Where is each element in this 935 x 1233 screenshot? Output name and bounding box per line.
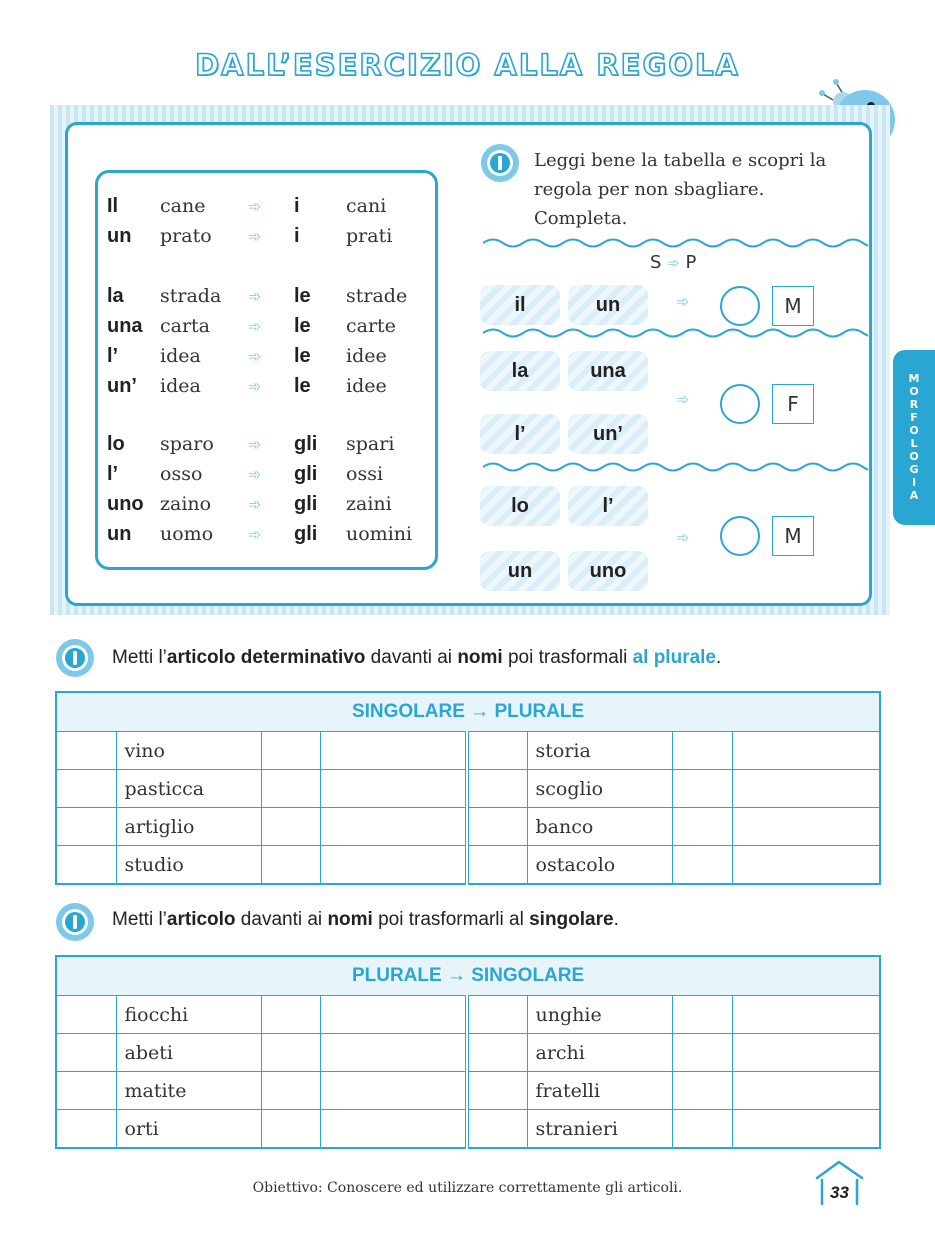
- sp-label: [650, 252, 696, 273]
- noun-cell: abeti: [116, 1034, 261, 1072]
- article-input[interactable]: [261, 996, 320, 1034]
- side-tab-letter: O: [909, 424, 919, 437]
- article-tag: il: [480, 285, 560, 325]
- plural-noun: carte: [346, 315, 396, 337]
- arrow-icon: ➾: [248, 435, 262, 454]
- transformed-noun-input[interactable]: [320, 1110, 467, 1149]
- footer-objective: Obiettivo: Conoscere ed utilizzare correttamente gli articoli.: [252, 1180, 683, 1196]
- transformed-noun-input[interactable]: [732, 1072, 880, 1110]
- noun-cell: fiocchi: [116, 996, 261, 1034]
- transformed-noun-input[interactable]: [320, 808, 467, 846]
- transformed-noun-input[interactable]: [320, 846, 467, 885]
- table-row: [56, 846, 880, 885]
- sun-icon: [55, 638, 95, 678]
- article-input[interactable]: [56, 996, 116, 1034]
- article-input[interactable]: [467, 1034, 527, 1072]
- arrow-icon: ➾: [248, 495, 262, 514]
- plural-article: i: [294, 195, 300, 217]
- sp-s: S: [650, 252, 662, 273]
- plural-noun: idee: [346, 345, 387, 367]
- article-input[interactable]: [261, 770, 320, 808]
- table-header: PLURALE → SINGOLARE: [56, 956, 880, 996]
- singular-noun: cane: [160, 195, 206, 217]
- transformed-noun-input[interactable]: [320, 770, 467, 808]
- article-input[interactable]: [672, 808, 732, 846]
- table-row: [56, 1072, 880, 1110]
- singular-noun: osso: [160, 463, 203, 485]
- plural-article: gli: [294, 433, 318, 455]
- article-tag: un: [480, 551, 560, 591]
- table-row: [56, 770, 880, 808]
- article-input[interactable]: [56, 770, 116, 808]
- article-tag: l’: [480, 414, 560, 454]
- sp-p: P: [685, 252, 697, 273]
- article-tag: un: [568, 285, 648, 325]
- page-title: DALL’ESERCIZIO ALLA REGOLA: [195, 48, 740, 82]
- gender-box: F: [772, 384, 814, 424]
- transformed-noun-input[interactable]: [320, 732, 467, 770]
- plural-singular-table: [55, 955, 881, 1149]
- noun-cell: ostacolo: [527, 846, 672, 885]
- article-input[interactable]: [261, 1072, 320, 1110]
- wave-divider: [483, 460, 868, 474]
- gender-box: M: [772, 286, 814, 326]
- singular-article: l’: [107, 345, 119, 367]
- singular-article: lo: [107, 433, 125, 455]
- ex1-text: davanti ai: [365, 647, 458, 668]
- article-tag: la: [480, 351, 560, 391]
- ex2-text: poi trasformarli al: [372, 909, 530, 930]
- noun-cell: archi: [527, 1034, 672, 1072]
- arrow-icon: ➾: [248, 525, 262, 544]
- article-input[interactable]: [56, 1072, 116, 1110]
- article-input[interactable]: [56, 732, 116, 770]
- plural-noun: strade: [346, 285, 408, 307]
- singular-noun: carta: [160, 315, 211, 337]
- singular-article: una: [107, 315, 143, 337]
- article-input[interactable]: [467, 808, 527, 846]
- sun-icon: [480, 143, 520, 183]
- transformed-noun-input[interactable]: [732, 770, 880, 808]
- plural-article: le: [294, 315, 311, 337]
- transformed-noun-input[interactable]: [732, 996, 880, 1034]
- singular-article: un: [107, 225, 132, 247]
- noun-cell: orti: [116, 1110, 261, 1149]
- ex1-bold: nomi: [457, 647, 503, 668]
- exercise-2-instruction: [112, 909, 619, 931]
- ex2-bold: articolo: [166, 909, 236, 930]
- answer-circle[interactable]: [720, 384, 760, 424]
- article-input[interactable]: [672, 1034, 732, 1072]
- ex2-bold: singolare: [529, 909, 614, 930]
- article-input[interactable]: [672, 996, 732, 1034]
- article-input[interactable]: [56, 846, 116, 885]
- arrow-icon: ➾: [248, 377, 262, 396]
- article-input[interactable]: [672, 1110, 732, 1149]
- arrow-icon: ➾: [248, 317, 262, 336]
- article-input[interactable]: [56, 1034, 116, 1072]
- plural-noun: cani: [346, 195, 387, 217]
- transformed-noun-input[interactable]: [320, 1072, 467, 1110]
- side-tab-letter: M: [908, 372, 920, 385]
- article-input[interactable]: [672, 846, 732, 885]
- arrow-icon: ➾: [248, 287, 262, 306]
- article-input[interactable]: [261, 732, 320, 770]
- table-row: [56, 1110, 880, 1149]
- singular-article: Il: [107, 195, 119, 217]
- gender-box: M: [772, 516, 814, 556]
- arrow-icon: ➾: [248, 347, 262, 366]
- ex2-text: .: [613, 909, 619, 930]
- answer-circle[interactable]: [720, 516, 760, 556]
- article-input[interactable]: [672, 770, 732, 808]
- side-tab-letter: R: [909, 398, 919, 411]
- plural-article: le: [294, 345, 311, 367]
- article-input[interactable]: [261, 808, 320, 846]
- page-number: 33: [830, 1183, 849, 1202]
- singular-article: uno: [107, 493, 144, 515]
- singular-noun: uomo: [160, 523, 214, 545]
- transformed-noun-input[interactable]: [732, 732, 880, 770]
- article-input[interactable]: [56, 808, 116, 846]
- transformed-noun-input[interactable]: [320, 996, 467, 1034]
- singular-noun: idea: [160, 345, 201, 367]
- plural-noun: uomini: [346, 523, 413, 545]
- arrow-icon: ➾: [248, 465, 262, 484]
- article-input[interactable]: [467, 846, 527, 885]
- article-input[interactable]: [467, 1110, 527, 1149]
- article-input[interactable]: [467, 1072, 527, 1110]
- article-tag: lo: [480, 486, 560, 526]
- table-row: [56, 732, 880, 770]
- singular-noun: prato: [160, 225, 212, 247]
- transformed-noun-input[interactable]: [732, 808, 880, 846]
- answer-circle[interactable]: [720, 286, 760, 326]
- singular-noun: strada: [160, 285, 222, 307]
- article-input[interactable]: [672, 732, 732, 770]
- article-input[interactable]: [56, 1110, 116, 1149]
- arrow-icon: ➾: [667, 254, 680, 272]
- side-tab-label: [901, 372, 927, 502]
- ex1-text: Metti l’: [112, 647, 167, 668]
- plural-article: gli: [294, 493, 318, 515]
- arrow-icon: ➾: [676, 528, 690, 547]
- singular-article: la: [107, 285, 124, 307]
- noun-cell: scoglio: [527, 770, 672, 808]
- side-tab-letter: O: [909, 450, 919, 463]
- arrow-icon: ➾: [248, 227, 262, 246]
- transformed-noun-input[interactable]: [732, 846, 880, 885]
- article-input[interactable]: [672, 1072, 732, 1110]
- singular-noun: sparo: [160, 433, 214, 455]
- table-header: SINGOLARE → PLURALE: [56, 692, 880, 732]
- plural-article: gli: [294, 463, 318, 485]
- side-tab-letter: I: [911, 476, 917, 489]
- article-input[interactable]: [261, 1034, 320, 1072]
- article-tag: uno: [568, 551, 648, 591]
- exercise-1-instruction: [112, 647, 721, 669]
- sun-icon: [55, 902, 95, 942]
- article-input[interactable]: [261, 846, 320, 885]
- article-tag: l’: [568, 486, 648, 526]
- side-tab-letter: A: [909, 489, 919, 502]
- wave-divider: [483, 236, 868, 250]
- singular-article: un’: [107, 375, 137, 397]
- transformed-noun-input[interactable]: [732, 1034, 880, 1072]
- singular-noun: zaino: [160, 493, 212, 515]
- plural-article: i: [294, 225, 300, 247]
- article-input[interactable]: [467, 770, 527, 808]
- singular-article: l’: [107, 463, 119, 485]
- noun-cell: storia: [527, 732, 672, 770]
- ex2-bold: nomi: [327, 909, 373, 930]
- article-tag: una: [568, 351, 648, 391]
- ex2-text: davanti ai: [235, 909, 328, 930]
- noun-cell: stranieri: [527, 1110, 672, 1149]
- arrow-icon: ➾: [248, 197, 262, 216]
- noun-cell: fratelli: [527, 1072, 672, 1110]
- ex2-text: Metti l’: [112, 909, 167, 930]
- house-icon: [812, 1158, 867, 1206]
- singular-noun: idea: [160, 375, 201, 397]
- side-tab-letter: F: [910, 411, 918, 424]
- arrow-icon: ➾: [676, 292, 690, 311]
- noun-cell: artiglio: [116, 808, 261, 846]
- ex1-text: .: [716, 647, 722, 668]
- noun-cell: matite: [116, 1072, 261, 1110]
- singular-plural-table: [55, 691, 881, 885]
- ex1-text: poi trasformali: [502, 647, 633, 668]
- side-tab-morfologia[interactable]: [893, 350, 935, 525]
- noun-cell: pasticca: [116, 770, 261, 808]
- plural-noun: zaini: [346, 493, 392, 515]
- side-tab-letter: L: [910, 437, 918, 450]
- noun-cell: banco: [527, 808, 672, 846]
- singular-article: un: [107, 523, 132, 545]
- side-tab-letter: O: [909, 385, 919, 398]
- noun-cell: studio: [116, 846, 261, 885]
- arrow-icon: ➾: [676, 390, 690, 409]
- plural-noun: ossi: [346, 463, 384, 485]
- plural-noun: spari: [346, 433, 395, 455]
- plural-article: le: [294, 375, 311, 397]
- wave-divider: [483, 326, 868, 340]
- plural-article: gli: [294, 523, 318, 545]
- transformed-noun-input[interactable]: [320, 1034, 467, 1072]
- plural-noun: prati: [346, 225, 393, 247]
- plural-article: le: [294, 285, 311, 307]
- table-row: [56, 1034, 880, 1072]
- ex1-bold: articolo determinativo: [166, 647, 366, 668]
- article-tag: un’: [568, 414, 648, 454]
- noun-cell: vino: [116, 732, 261, 770]
- rule-instruction: Leggi bene la tabella e scopri la regola per non sbagliare. Completa.: [534, 150, 827, 229]
- ex1-blue: al plurale: [632, 647, 716, 668]
- noun-cell: unghie: [527, 996, 672, 1034]
- article-input[interactable]: [467, 732, 527, 770]
- plural-noun: idee: [346, 375, 387, 397]
- transformed-noun-input[interactable]: [732, 1110, 880, 1149]
- table-row: [56, 996, 880, 1034]
- table-row: [56, 808, 880, 846]
- article-input[interactable]: [261, 1110, 320, 1149]
- side-tab-letter: G: [909, 463, 919, 476]
- article-input[interactable]: [467, 996, 527, 1034]
